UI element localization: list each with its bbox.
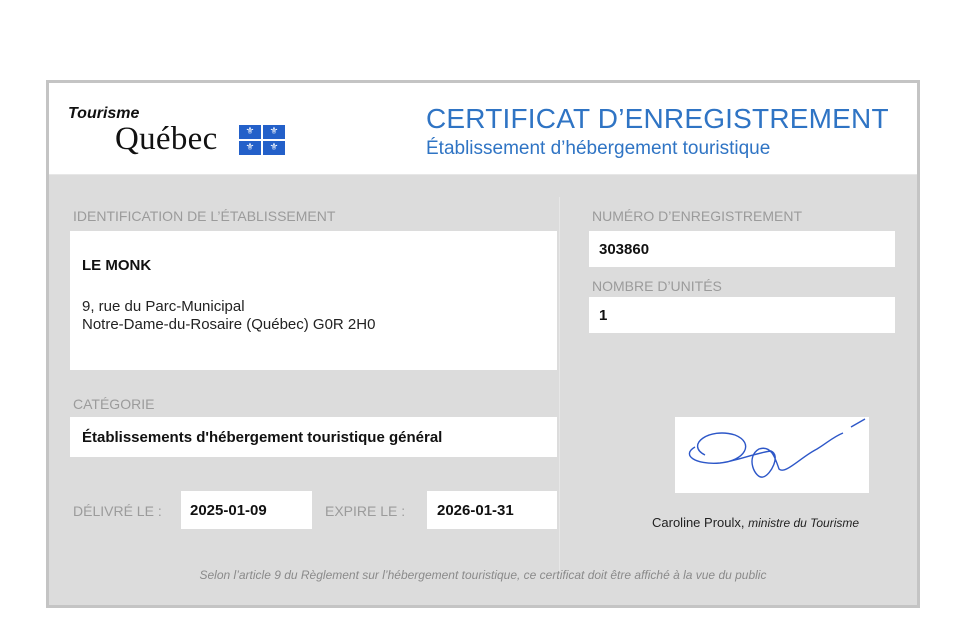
units-count: 1 bbox=[599, 307, 608, 324]
logo-tourisme-text: Tourisme bbox=[68, 105, 140, 122]
category-box bbox=[70, 417, 557, 457]
certificate-subtitle: Établissement d’hébergement touristique bbox=[426, 138, 771, 159]
issued-date-box bbox=[181, 491, 312, 529]
signatory bbox=[652, 515, 859, 530]
signature-image bbox=[675, 417, 869, 493]
registration-certificate bbox=[46, 80, 920, 608]
signatory-name: Caroline Proulx, bbox=[652, 515, 745, 530]
issued-label: DÉLIVRÉ LE : bbox=[73, 503, 162, 519]
address-line-1: 9, rue du Parc-Municipal bbox=[82, 298, 245, 315]
registration-number: 303860 bbox=[599, 241, 650, 258]
quebec-flag-icon: ⚜ ⚜ ⚜ ⚜ bbox=[239, 125, 285, 155]
display-notice: Selon l’article 9 du Règlement sur l’hébergement touristique, ce certificat doit être affiché à la vue du public bbox=[199, 568, 767, 582]
registration-number-box bbox=[589, 231, 895, 267]
issued-date: 2025-01-09 bbox=[190, 502, 267, 519]
category-value: Établissements d'hébergement touristique général bbox=[82, 429, 443, 446]
units-box bbox=[589, 297, 895, 333]
logo-quebec-text: Québec bbox=[115, 121, 218, 157]
category-label: CATÉGORIE bbox=[73, 396, 155, 412]
establishment-name: LE MONK bbox=[82, 257, 152, 274]
establishment-box bbox=[70, 231, 557, 370]
certificate-header bbox=[49, 83, 917, 174]
expires-date: 2026-01-31 bbox=[437, 502, 514, 519]
address-line-2: Notre-Dame-du-Rosaire (Québec) G0R 2H0 bbox=[82, 316, 376, 333]
signatory-role: ministre du Tourisme bbox=[748, 516, 860, 530]
units-label: NOMBRE D’UNITÉS bbox=[592, 278, 722, 294]
certificate-title: CERTIFICAT D’ENREGISTREMENT bbox=[426, 103, 889, 134]
registration-number-label: NUMÉRO D’ENREGISTREMENT bbox=[592, 208, 803, 224]
expires-label: EXPIRE LE : bbox=[325, 503, 406, 519]
establishment-label: IDENTIFICATION DE L’ÉTABLISSEMENT bbox=[73, 208, 336, 224]
signature-scribble bbox=[675, 417, 869, 493]
expires-date-box bbox=[427, 491, 557, 529]
